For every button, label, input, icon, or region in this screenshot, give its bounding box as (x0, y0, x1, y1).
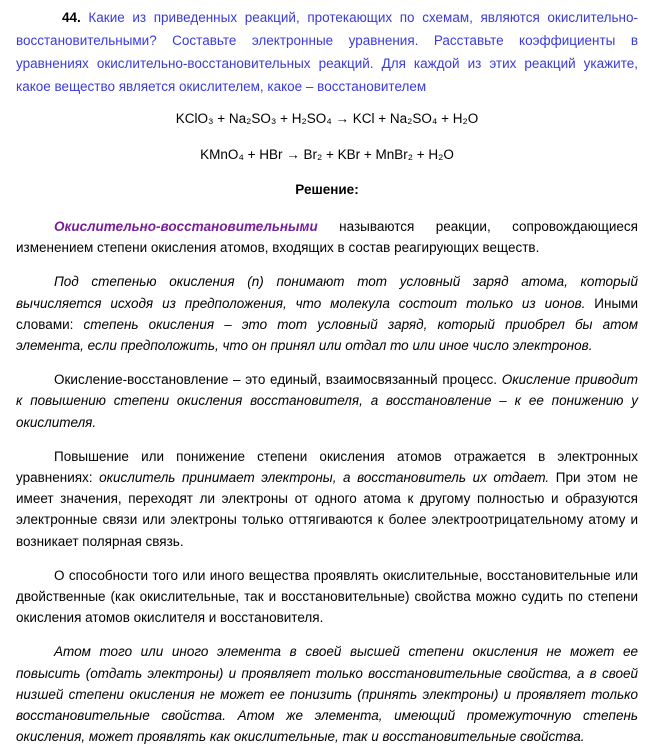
equation-2 (16, 145, 638, 165)
paragraph-redox-process (16, 369, 638, 433)
paragraph-electron-equations (16, 446, 638, 552)
redox-process-text: Окисление-восстановление – это единый, взаимосвязанный процесс. (54, 372, 502, 388)
equation-1-lhs: KClO₃ + Na₂SO₃ + H₂SO₄ (175, 111, 332, 126)
equation-1 (16, 109, 638, 129)
equation-2-arrow: → (286, 147, 300, 162)
term-redox: Окислительно-восстановительными (54, 219, 318, 234)
paragraph-properties: О способности того или иного вещества проявлять окислительные, восстановительные или двойственные (как окислительные, так и восстановительные) свойства можно судить по степени окисления атомов окислителя и восстановителя. (16, 567, 638, 626)
oxidation-state-connector: Иными словами: (16, 295, 638, 332)
electron-equations-italic: окислитель принимает электроны, а восстановитель их отдает. (99, 470, 550, 486)
paragraph-oxidation-state (16, 271, 638, 356)
oxidation-levels-italic: Атом того или иного элемента в своей высшей степени окисления не может ее повысить (отдать электроны) и проявляет только восстановительные свойства, а в своей низшей степени окисления не может ее понизить (принять электроны) и проявляет только восстановительные свойства. Атом же элемента, имеющий промежуточную степень окисления, может проявлять как окислительные, так и восстановительные свойства. (16, 644, 638, 745)
solution-heading: Решение: (295, 182, 359, 197)
document-page (16, 6, 638, 747)
equation-1-rhs: KCl + Na₂SO₄ + H₂O (352, 111, 479, 126)
paragraph-definition-text: называются реакции, сопровождающиеся изменением степени окисления атомов, входящих в состав реагирующих веществ. (16, 219, 638, 256)
equation-2-rhs: Br₂ + KBr + MnBr₂ + H₂O (303, 147, 454, 162)
oxidation-state-explanation: степень окисления – это тот условный заряд, который приобрел бы атом элемента, если предположить, что он принял или отдал то или иное число электронов. (16, 316, 638, 354)
task-question: Какие из приведенных реакций, протекающих по схемам, являются окислительно-восстановительными? Составьте электронные уравнения. Расставьте коэффициенты в уравнениях окислительно-восстановительных реакций. Для каждой из этих реакций укажите, какое вещество является окислителем, какое – восстановителем (16, 10, 638, 94)
paragraph-definition (16, 216, 638, 258)
task-statement (16, 6, 638, 98)
equation-2-lhs: KMnO₄ + HBr (200, 147, 283, 162)
oxidation-state-definition: Под степенью окисления (n) понимают тот условный заряд атома, который вычисляется исходя из предположения, что молекула состоит только из ионов. (16, 274, 638, 311)
paragraph-oxidation-levels (16, 641, 638, 747)
electron-equations-text: Повышение или понижение степени окисления атомов отражается в электронных уравнениях: (16, 448, 638, 486)
redox-process-italic: Окисление приводит к повышению степени окисления восстановителя, а восстановление – к ее понижению у окислителя. (16, 372, 638, 430)
electron-equations-text-2: При этом не имеет значения, переходят ли электроны от одного атома к другому полностью и образуются электронные связи или электроны только оттягиваются к более электроотрицательному атому и возникает полярная связь. (16, 470, 638, 549)
equation-1-arrow: → (335, 111, 349, 126)
task-number: 44. (62, 10, 81, 25)
